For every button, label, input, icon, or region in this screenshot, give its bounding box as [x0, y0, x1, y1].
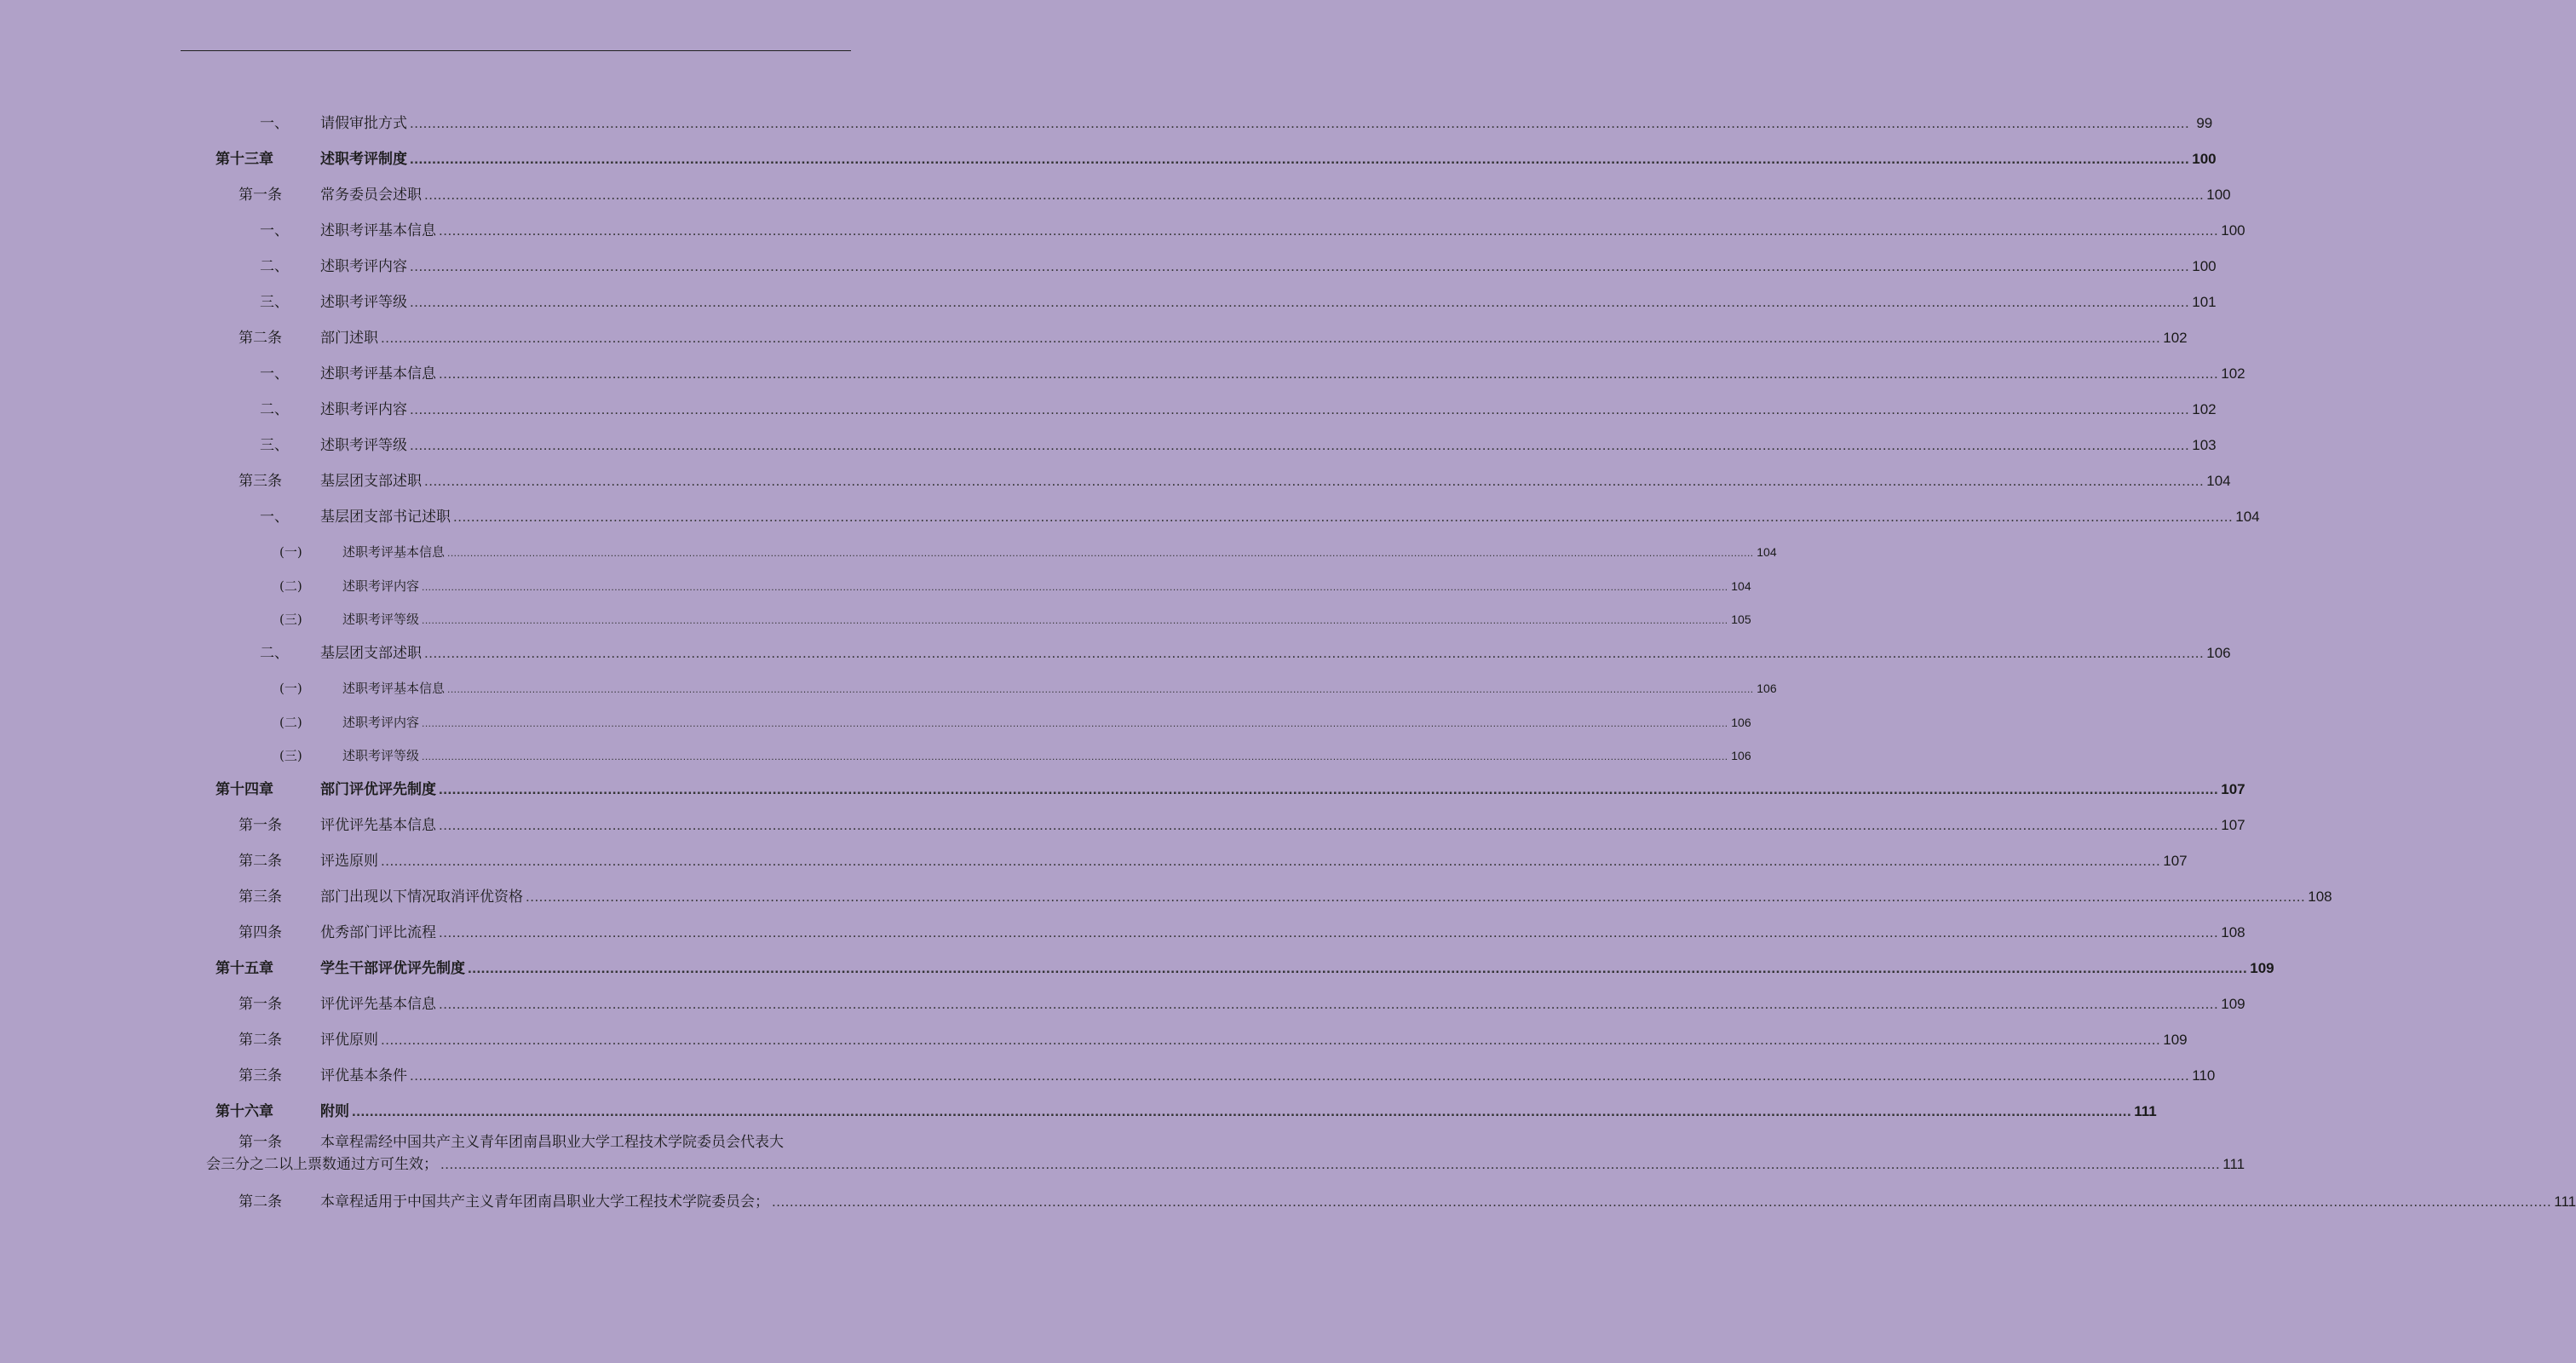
- toc-entry-number: 第三条: [239, 889, 282, 906]
- toc-entry-number: 第一条: [239, 817, 282, 834]
- toc-entry-number: 第三条: [239, 1067, 282, 1084]
- toc-entry-number: 第一条: [239, 187, 282, 204]
- leader-dots: ................................................................................................................................................................................................................................................................................................................................................................................................................: [440, 1156, 2221, 1172]
- toc-entry[interactable]: [0, 676, 1777, 700]
- leader-dots: ................................................................................................................................................................................................................................................................................................................................................................................................................: [424, 473, 2205, 489]
- leader-dots: ................................................................................................................................................................................................................................................................................................................................................................................................................: [381, 1032, 2161, 1048]
- leader-dots: ................................................................................................................................................................................................................................................................................................................................................................................................................: [410, 115, 2190, 131]
- toc-entry-page: 100: [2221, 222, 2245, 239]
- toc-entry-title: 述职考评基本信息: [342, 681, 446, 696]
- toc-entry-number: (一): [279, 681, 302, 696]
- toc-entry[interactable]: [0, 112, 2213, 135]
- toc-entry-number: 第十三章: [216, 151, 273, 168]
- toc-entry-page: 107: [2221, 781, 2245, 797]
- toc-entry[interactable]: [0, 814, 2245, 837]
- leader-dots: ................................................................................................................................................................................................................................................................................................................................................................................................................: [410, 151, 2190, 167]
- toc-entry[interactable]: [0, 183, 2231, 207]
- toc-entry-title: 评优原则: [320, 1032, 378, 1049]
- leader-dots: ................................................................................................................................................................................................................................................................................................................................................................................................................: [422, 581, 1728, 593]
- toc-entry-page: 102: [2192, 401, 2217, 417]
- toc-entry-page: 101: [2192, 294, 2217, 310]
- toc-entry-number: 第四条: [239, 924, 282, 941]
- toc-entry-title: 评优基本条件: [320, 1067, 407, 1084]
- leader-dots: ................................................................................................................................................................................................................................................................................................................................................................................................................: [439, 817, 2219, 833]
- leader-dots: ................................................................................................................................................................................................................................................................................................................................................................................................................: [410, 401, 2190, 417]
- toc-entry-title: 述职考评基本信息: [320, 365, 436, 382]
- toc-entry-number: (三): [279, 612, 302, 627]
- toc-entry-number: 第十五章: [216, 960, 273, 977]
- toc-entry-appendix-1[interactable]: [0, 1130, 963, 1154]
- leader-dots: ................................................................................................................................................................................................................................................................................................................................................................................................................: [422, 614, 1728, 626]
- toc-entry-title: 学生干部评优评先制度: [320, 960, 465, 977]
- toc-entry-appendix-2[interactable]: [0, 1190, 2576, 1214]
- leader-dots: ................................................................................................................................................................................................................................................................................................................................................................................................................: [447, 683, 1754, 695]
- toc-entry-page: 99: [2196, 115, 2213, 131]
- toc-entry-page: 109: [2250, 960, 2274, 976]
- leader-dots: ................................................................................................................................................................................................................................................................................................................................................................................................................: [439, 996, 2219, 1012]
- toc-entry[interactable]: [0, 1028, 2188, 1052]
- leader-dots: ................................................................................................................................................................................................................................................................................................................................................................................................................: [410, 437, 2190, 453]
- toc-entry[interactable]: [0, 1064, 2216, 1088]
- toc-entry-page: 104: [1757, 545, 1777, 559]
- toc-entry-page: 104: [2235, 509, 2260, 525]
- leader-dots: ................................................................................................................................................................................................................................................................................................................................................................................................................: [453, 509, 2234, 525]
- toc-entry-number: 二、: [260, 258, 289, 275]
- toc-entry-title: 评优评先基本信息: [320, 817, 436, 834]
- toc-entry[interactable]: [0, 744, 1751, 768]
- toc-entry-page: 106: [1757, 682, 1777, 695]
- toc-entry-page: 102: [2221, 365, 2245, 382]
- toc-entry[interactable]: [0, 885, 2332, 909]
- toc-entry-number: 第一条: [239, 1134, 282, 1151]
- toc-entry-number: 二、: [260, 645, 289, 662]
- leader-dots: ................................................................................................................................................................................................................................................................................................................................................................................................................: [439, 365, 2219, 382]
- toc-entry-page: 107: [2163, 853, 2188, 869]
- toc-entry-page: 110: [2192, 1067, 2216, 1084]
- toc-entry-page: 106: [1731, 716, 1751, 729]
- toc-entry-title: 述职考评内容: [320, 258, 407, 275]
- toc-entry-page: 107: [2221, 817, 2245, 833]
- leader-dots: ................................................................................................................................................................................................................................................................................................................................................................................................................: [422, 751, 1728, 762]
- toc-entry-number: 第二条: [239, 1032, 282, 1049]
- toc-entry-title: 述职考评制度: [320, 151, 407, 168]
- toc-entry[interactable]: [0, 992, 2245, 1016]
- toc-entry-page: 111: [2554, 1193, 2576, 1210]
- toc-entry-appendix-1-cont[interactable]: [0, 1153, 2245, 1176]
- toc-entry-number: (二): [279, 578, 302, 594]
- toc-entry[interactable]: [0, 849, 2188, 873]
- toc-entry-page: 103: [2192, 437, 2217, 453]
- toc-entry-page: 109: [2221, 996, 2245, 1012]
- toc-entry[interactable]: [0, 710, 1751, 734]
- toc-entry[interactable]: [0, 607, 1751, 631]
- toc-entry-page: 100: [2206, 187, 2231, 203]
- toc-entry-number: (二): [279, 715, 302, 730]
- toc-entry-title: 附则: [320, 1103, 349, 1120]
- toc-entry-number: 三、: [260, 294, 289, 311]
- toc-entry-number: 第二条: [239, 1193, 282, 1211]
- toc-entry-title: 部门出现以下情况取消评优资格: [320, 889, 523, 906]
- leader-dots: ................................................................................................................................................................................................................................................................................................................................................................................................................: [439, 924, 2219, 940]
- toc-entry[interactable]: [0, 921, 2245, 945]
- toc-entry-page: 100: [2192, 258, 2217, 274]
- leader-dots: ................................................................................................................................................................................................................................................................................................................................................................................................................: [410, 294, 2190, 310]
- leader-dots: ................................................................................................................................................................................................................................................................................................................................................................................................................: [410, 1067, 2190, 1084]
- toc-entry-page: 100: [2192, 151, 2217, 167]
- toc-entry[interactable]: [0, 255, 2217, 279]
- toc-entry-title: 基层团支部述职: [320, 473, 422, 490]
- toc-entry-number: 一、: [260, 509, 289, 526]
- toc-entry[interactable]: [0, 540, 1777, 564]
- toc-entry-number: 第一条: [239, 996, 282, 1013]
- toc-entry-title: 述职考评基本信息: [342, 544, 446, 560]
- toc-entry-number: (一): [279, 544, 302, 560]
- toc-entry-page: 108: [2308, 889, 2332, 905]
- toc-entry-title: 基层团支部书记述职: [320, 509, 451, 526]
- toc-entry-title: 基层团支部述职: [320, 645, 422, 662]
- toc-entry-number: 三、: [260, 437, 289, 454]
- toc-entry-page: 109: [2163, 1032, 2188, 1048]
- toc-entry-title: 述职考评内容: [342, 715, 420, 730]
- leader-dots: ................................................................................................................................................................................................................................................................................................................................................................................................................: [468, 960, 2248, 976]
- toc-entry-title: 常务委员会述职: [320, 187, 422, 204]
- toc-entry-page: 108: [2221, 924, 2245, 940]
- toc-entry[interactable]: [0, 326, 2188, 350]
- toc-entry[interactable]: [0, 1100, 2157, 1124]
- toc-entry-page: 104: [1731, 579, 1751, 593]
- toc-entry-number: 第二条: [239, 853, 282, 870]
- toc-entry-title-line2: 会三分之二以上票数通过方可生效；: [206, 1156, 438, 1173]
- toc-entry-title: 述职考评等级: [342, 612, 420, 627]
- leader-dots: ................................................................................................................................................................................................................................................................................................................................................................................................................: [439, 222, 2219, 239]
- toc-entry-page: 106: [2206, 645, 2231, 661]
- header-rule: [181, 50, 851, 51]
- toc-entry-title: 请假审批方式: [320, 115, 407, 132]
- toc-entry-page: 111: [2134, 1103, 2157, 1119]
- toc-entry-title: 评优评先基本信息: [320, 996, 436, 1013]
- leader-dots: ................................................................................................................................................................................................................................................................................................................................................................................................................: [526, 889, 2306, 905]
- leader-dots: ................................................................................................................................................................................................................................................................................................................................................................................................................: [424, 187, 2205, 203]
- toc-entry-title: 述职考评等级: [320, 437, 407, 454]
- toc-entry-title: 部门述职: [320, 330, 378, 347]
- toc-entry-title: 部门评优评先制度: [320, 781, 436, 798]
- toc-entry[interactable]: [0, 398, 2217, 422]
- toc-entry[interactable]: [0, 641, 2231, 665]
- toc-entry[interactable]: [0, 290, 2217, 314]
- toc-entry[interactable]: [0, 778, 2245, 802]
- toc-entry-title: 述职考评内容: [320, 401, 407, 418]
- toc-entry-number: 第二条: [239, 330, 282, 347]
- toc-entry-page: 104: [2206, 473, 2231, 489]
- toc-entry[interactable]: [0, 434, 2217, 457]
- toc-entry-title: 本章程适用于中国共产主义青年团南昌职业大学工程技术学院委员会；: [320, 1193, 769, 1211]
- leader-dots: ................................................................................................................................................................................................................................................................................................................................................................................................................: [439, 781, 2219, 797]
- toc-entry-number: (三): [279, 748, 302, 763]
- toc-entry[interactable]: [0, 219, 2245, 243]
- toc-entry-number: 一、: [260, 115, 289, 132]
- toc-entry-title: 优秀部门评比流程: [320, 924, 436, 941]
- toc-entry-title-line1: 本章程需经中国共产主义青年团南昌职业大学工程技术学院委员会代表大: [320, 1134, 784, 1151]
- toc-entry[interactable]: [0, 469, 2231, 493]
- toc-entry-title: 述职考评等级: [320, 294, 407, 311]
- toc-entry-number: 第十四章: [216, 781, 273, 798]
- toc-entry-title: 述职考评等级: [342, 748, 420, 763]
- leader-dots: ................................................................................................................................................................................................................................................................................................................................................................................................................: [352, 1103, 2132, 1119]
- leader-dots: ................................................................................................................................................................................................................................................................................................................................................................................................................: [381, 330, 2161, 346]
- toc-entry[interactable]: [0, 147, 2217, 171]
- toc-entry[interactable]: [0, 574, 1751, 598]
- toc-entry-title: 述职考评基本信息: [320, 222, 436, 239]
- toc-entry-title: 述职考评内容: [342, 578, 420, 594]
- toc-entry-number: 第十六章: [216, 1103, 273, 1120]
- leader-dots: ................................................................................................................................................................................................................................................................................................................................................................................................................: [447, 547, 1754, 559]
- toc-entry[interactable]: [0, 362, 2245, 386]
- toc-entry-number: 二、: [260, 401, 289, 418]
- leader-dots: ................................................................................................................................................................................................................................................................................................................................................................................................................: [381, 853, 2161, 869]
- toc-entry[interactable]: [0, 957, 2274, 981]
- toc-entry-title: 评选原则: [320, 853, 378, 870]
- leader-dots: ................................................................................................................................................................................................................................................................................................................................................................................................................: [772, 1193, 2552, 1210]
- toc-entry-page: 106: [1731, 749, 1751, 762]
- leader-dots: ................................................................................................................................................................................................................................................................................................................................................................................................................: [422, 717, 1728, 729]
- toc-entry-page: 102: [2163, 330, 2188, 346]
- toc-entry-number: 一、: [260, 365, 289, 382]
- toc-entry-page: 105: [1731, 612, 1751, 626]
- toc-entry[interactable]: [0, 505, 2260, 529]
- leader-dots: ................................................................................................................................................................................................................................................................................................................................................................................................................: [410, 258, 2190, 274]
- toc-entry-number: 一、: [260, 222, 289, 239]
- toc-entry-page: 111: [2222, 1156, 2245, 1172]
- toc-entry-number: 第三条: [239, 473, 282, 490]
- leader-dots: ................................................................................................................................................................................................................................................................................................................................................................................................................: [424, 645, 2205, 661]
